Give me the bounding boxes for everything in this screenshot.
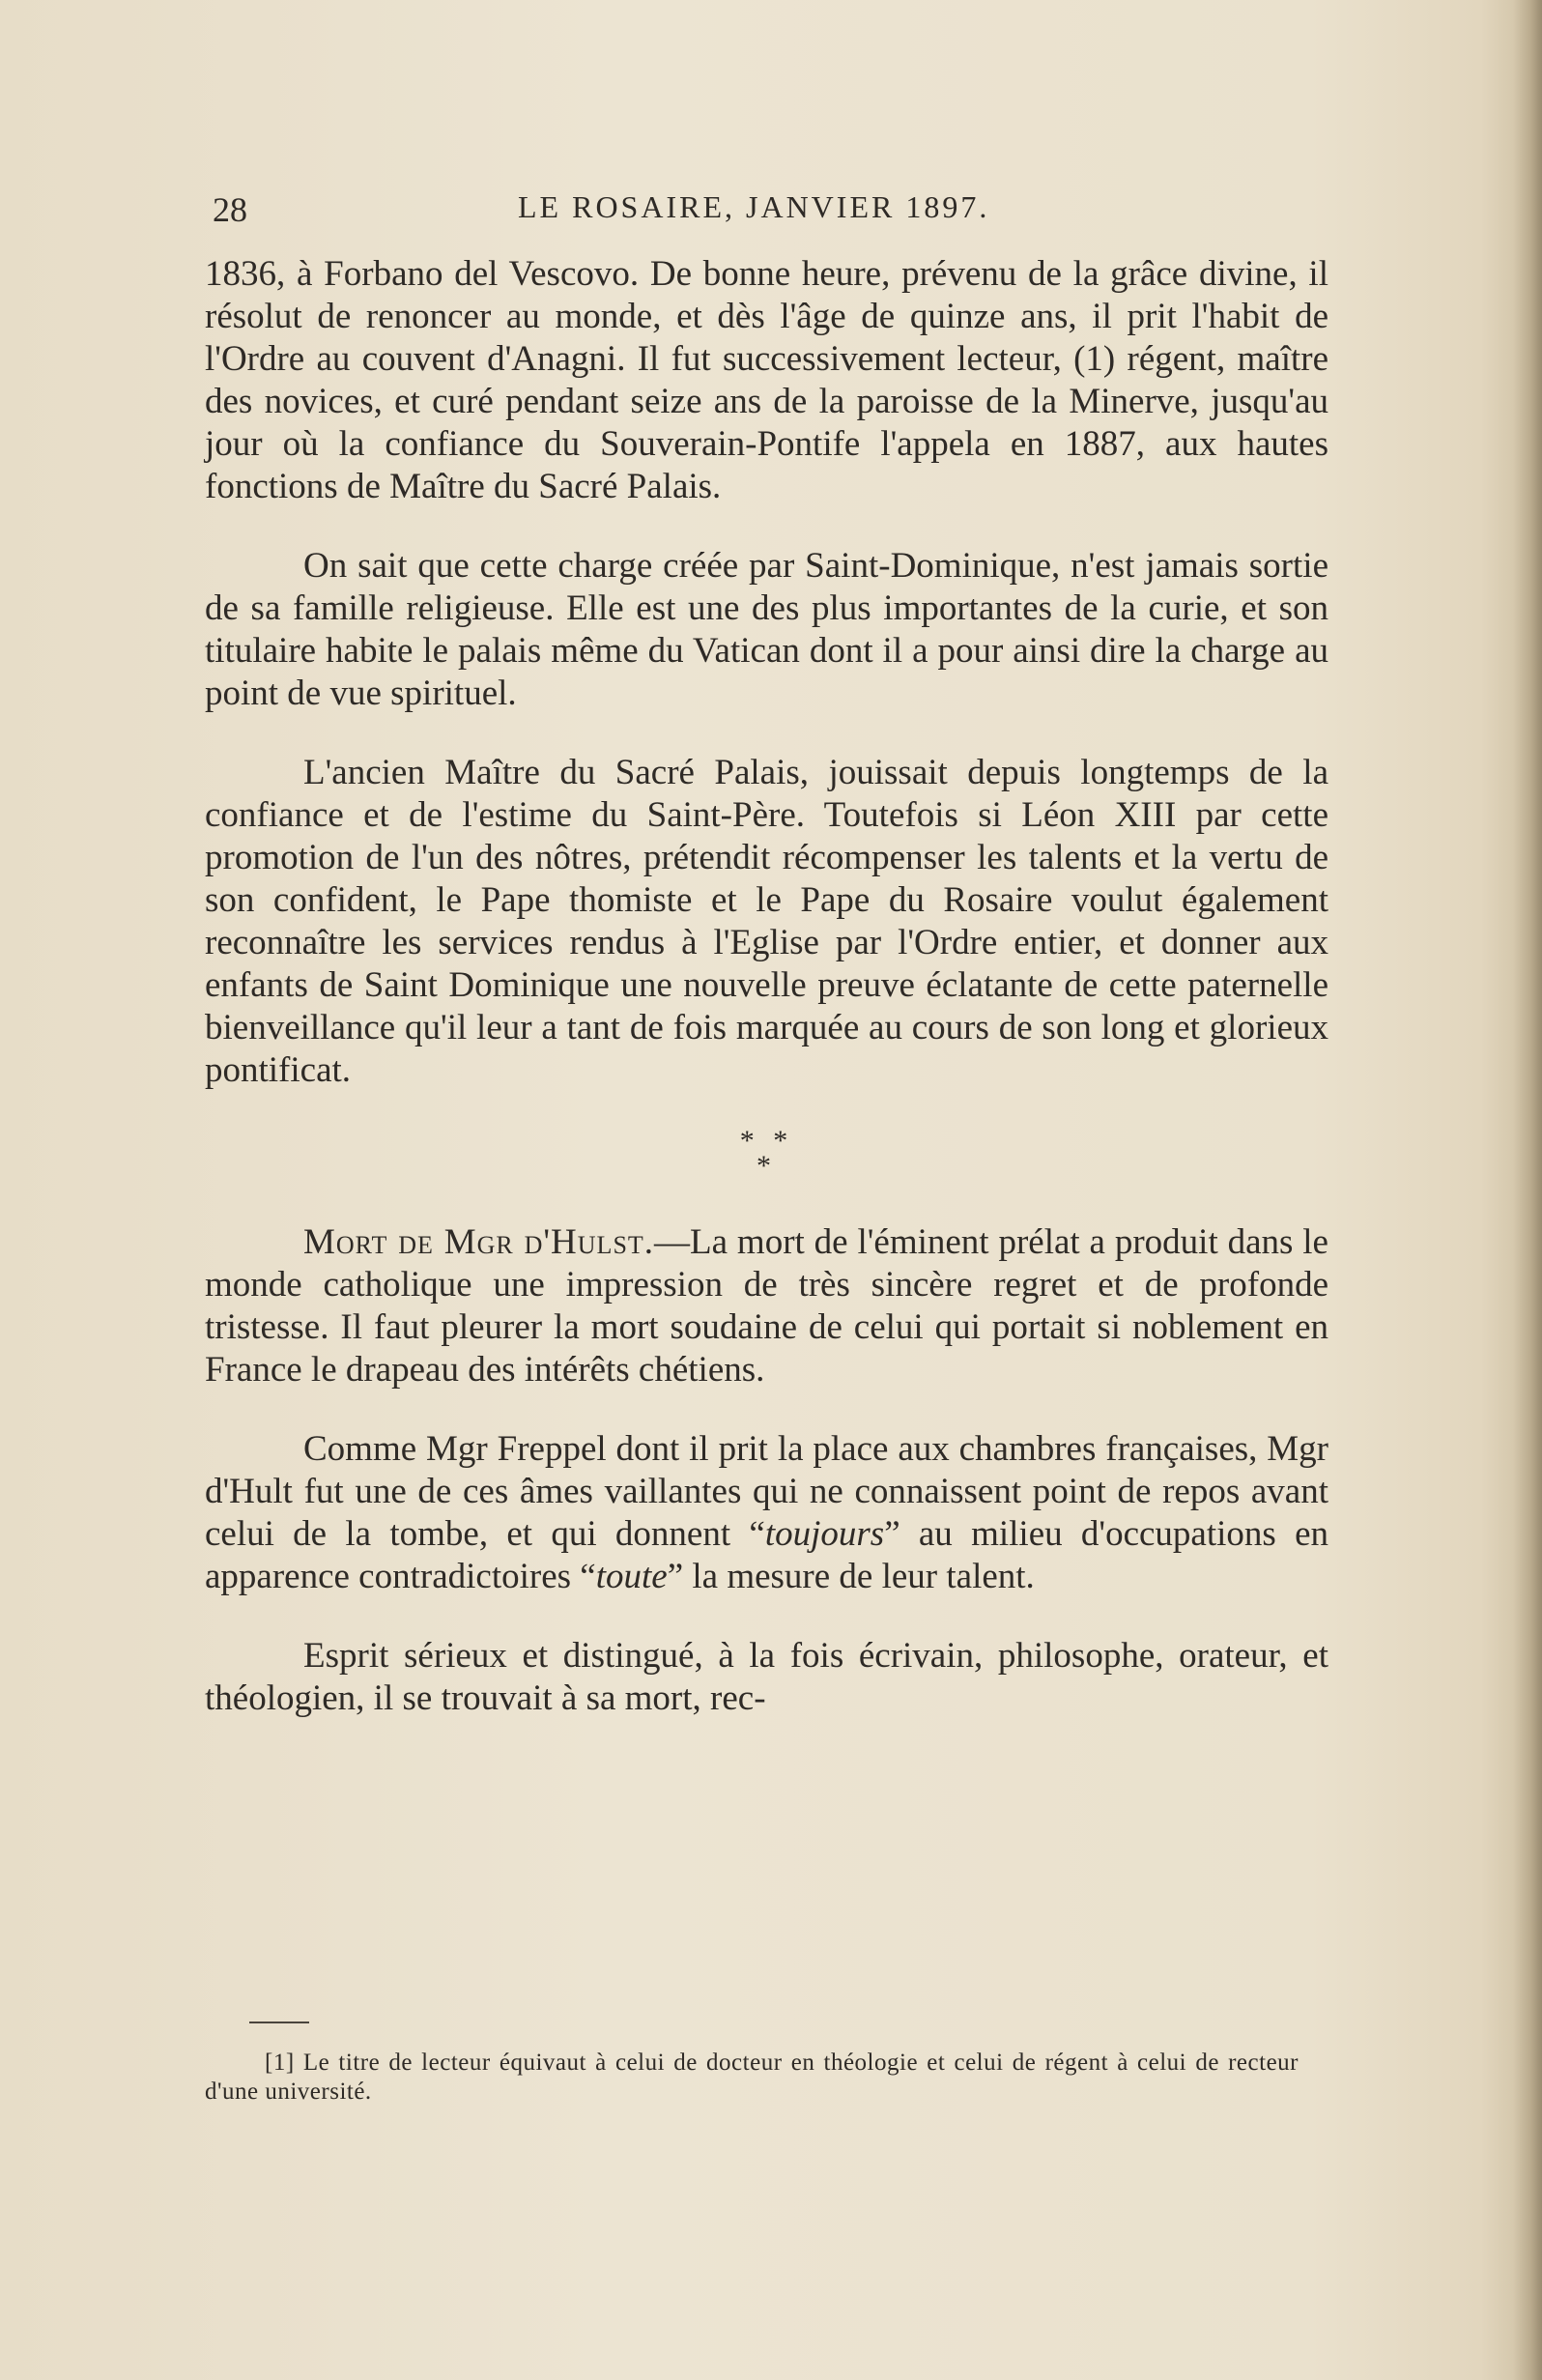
section-heading: Mort de Mgr d'Hulst. xyxy=(303,1222,655,1262)
page-number: 28 xyxy=(213,190,247,229)
section-paragraph-2-part-a: Comme Mgr Freppel dont il prit la place aux chambres françaises, Mgr d'Hult fut une de ces âmes vaillantes qui ne connaissent point de repos avant celui de la tombe, et qui donnent “ xyxy=(205,1429,1328,1554)
section-heading-dash: — xyxy=(654,1222,691,1262)
paragraph-3: L'ancien Maître du Sacré Palais, jouissait depuis longtemps de la confiance et de l'estime du Saint-Père. Toutefois si Léon XIII par cette promotion de l'un des nôtres, prétendit récompenser les talents et la vertu de son confident, le Pape thomiste et le Pape du Rosaire voulut également reconnaître les services rendus à l'Eglise par l'Ordre entier, et donner aux enfants de Saint Dominique une nouvelle preuve éclatante de cette paternelle bienveillance qu'il leur a tant de fois marquée au cours de son long et glorieux pontificat. xyxy=(205,753,1328,1090)
asterism-separator xyxy=(205,1125,1328,1182)
asterism-top: * * xyxy=(739,1125,794,1157)
section-paragraph-2 xyxy=(205,1428,1328,1598)
running-title: LE ROSAIRE, JANVIER 1897. xyxy=(518,189,990,224)
footnote-text: Le titre de lecteur équivaut à celui de docteur en théologie et celui de régent à celui de recteur d'une université. xyxy=(205,2050,1299,2105)
section-paragraph-1-text: La mort de l'éminent prélat a produit dans le monde catholique une impression de très sincère regret et de profonde tristesse. Il faut pleurer la mort soudaine de celui qui portait si noblement en France le drapeau des intérêts chétiens. xyxy=(205,1222,1328,1390)
paragraph-2: On sait que cette charge créée par Saint-Dominique, n'est jamais sortie de sa famille religieuse. Elle est une des plus importantes de la curie, et son titulaire habite le palais même du Vatican dont il a pour ainsi dire la charge au point de vue spirituel. xyxy=(205,546,1328,713)
footnote xyxy=(205,2049,1299,2107)
section-paragraph-3: Esprit sérieux et distingué, à la fois écrivain, philosophe, orateur, et théologien, il se trouvait à sa mort, rec- xyxy=(205,1636,1328,1718)
footnote-rule xyxy=(249,2022,309,2023)
emphasis-toute: toute xyxy=(595,1557,668,1596)
section-paragraph-2-part-b: ” au milieu d'occupations en apparence contradictoires “ xyxy=(205,1514,1329,1596)
page-edge-shadow xyxy=(1513,0,1542,2380)
paragraph-1: 1836, à Forbano del Vescovo. De bonne heure, prévenu de la grâce divine, il résolut de renoncer au monde, et dès l'âge de quinze ans, il prit l'habit de l'Ordre au couvent d'Anagni. Il fut successivement lecteur, (1) régent, maître des novices, et curé pendant seize ans de la paroisse de la Minerve, jusqu'au jour où la confiance du Souverain-Pontife l'appela en 1887, aux hautes fonctions de Maître du Sacré Palais. xyxy=(205,254,1328,506)
emphasis-toujours: toujours xyxy=(764,1514,885,1554)
asterism-bottom: * xyxy=(757,1150,777,1182)
section-paragraph-1 xyxy=(205,1221,1328,1391)
footnote-mark: [1] xyxy=(265,2050,295,2076)
section-paragraph-2-part-c: ” la mesure de leur talent. xyxy=(667,1557,1035,1596)
page-header xyxy=(213,189,1333,247)
body-text xyxy=(205,253,1328,1757)
